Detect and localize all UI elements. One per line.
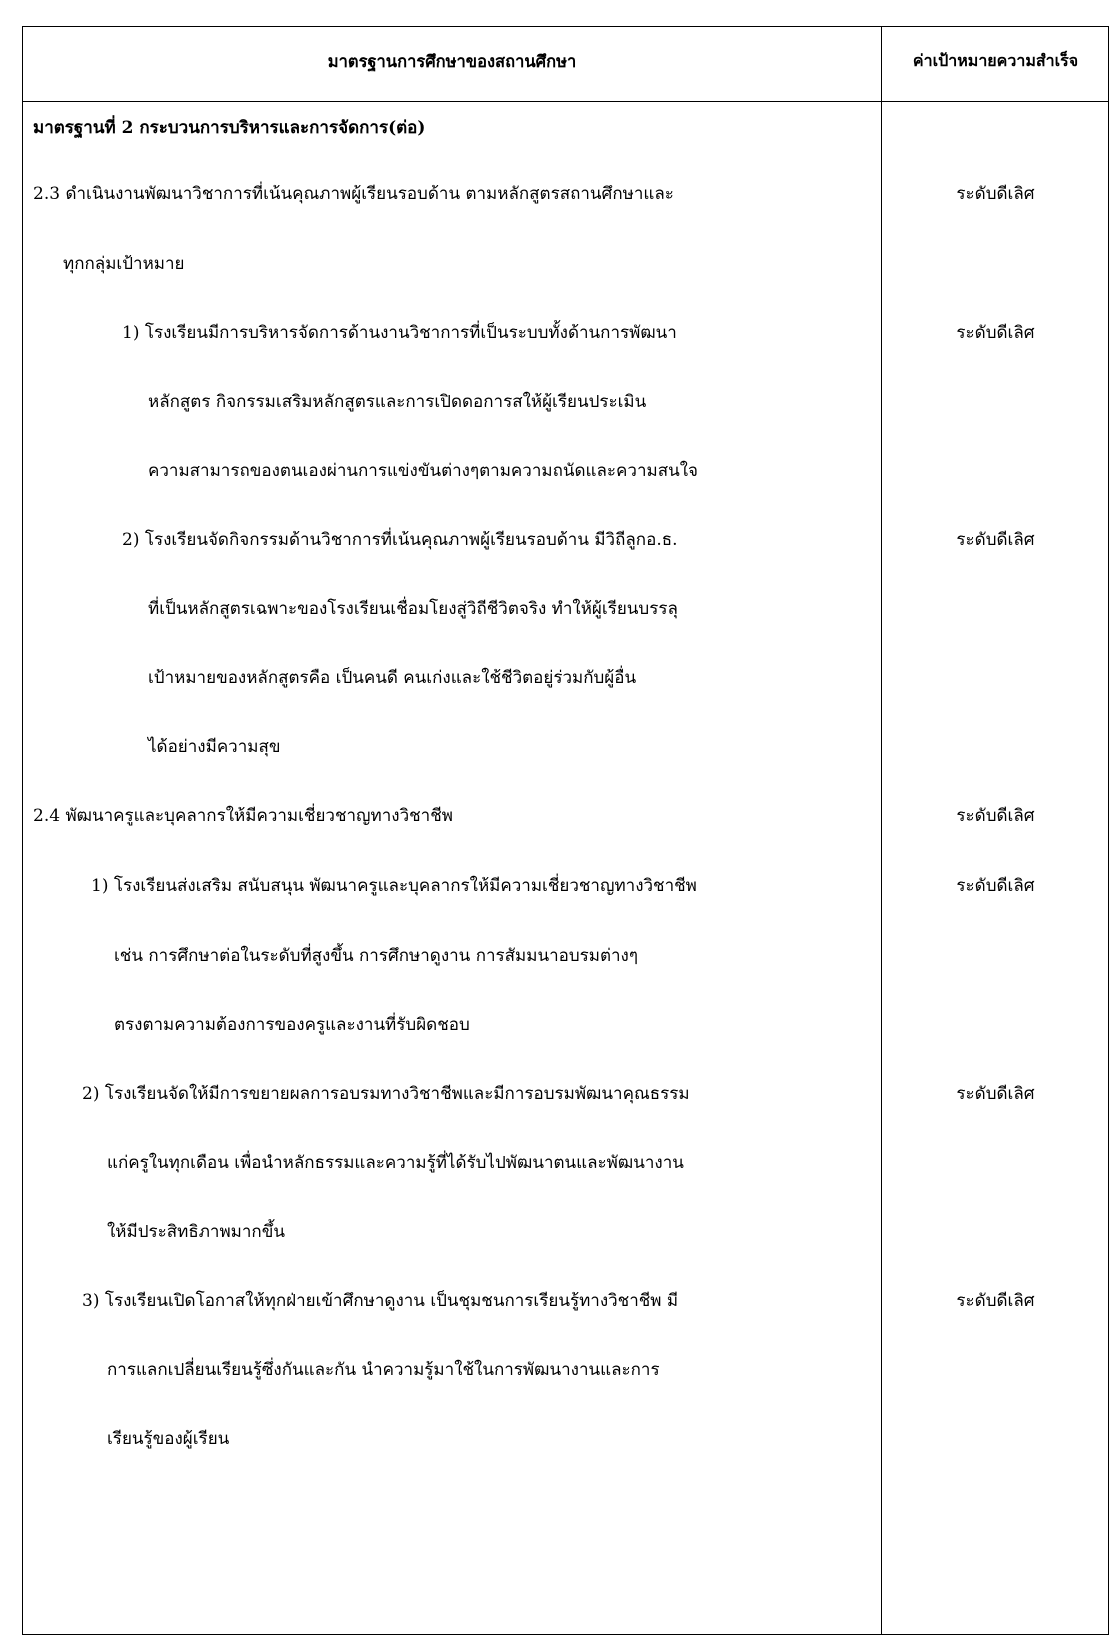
header-standard-column: มาตรฐานการศึกษาของสถานศึกษา: [327, 52, 577, 71]
target-2-4-3: ระดับดีเลิศ: [956, 1291, 1035, 1311]
item-2-4-1-line-2: เช่น การศึกษาต่อในระดับที่สูงขึ้น การศึกษาดูงาน การสัมมนาอบรมต่างๆ: [114, 946, 638, 966]
section-title: มาตรฐานที่ 2 กระบวนการบริหารและการจัดการ(ต่อ): [33, 118, 426, 138]
item-2-4-3-line-1: 3) โรงเรียนเปิดโอกาสให้ทุกฝ่ายเข้าศึกษาดูงาน เป็นชุมชนการเรียนรู้ทางวิชาชีพ มี: [82, 1291, 679, 1311]
column-divider: [881, 27, 882, 1634]
item-2-3-line-2: ทุกกลุ่มเป้าหมาย: [63, 254, 185, 274]
target-2-3: ระดับดีเลิศ: [956, 184, 1035, 204]
item-2-3-2-line-2: ที่เป็นหลักสูตรเฉพาะของโรงเรียนเชื่อมโยงสู่วิถีชีวิตจริง ทำให้ผู้เรียนบรรลุ: [148, 599, 678, 619]
standards-table: [22, 26, 1109, 1635]
target-2-3-2: ระดับดีเลิศ: [956, 530, 1035, 550]
header-target-column: ค่าเป้าหมายความสำเร็จ: [912, 51, 1079, 70]
item-2-3-1-line-3: ความสามารถของตนเองผ่านการแข่งขันต่างๆตามความถนัดและความสนใจ: [148, 461, 698, 481]
item-2-3-1-line-1: 1) โรงเรียนมีการบริหารจัดการด้านงานวิชาการที่เป็นระบบทั้งด้านการพัฒนา: [122, 323, 677, 343]
item-2-4-3-line-3: เรียนรู้ของผู้เรียน: [107, 1429, 230, 1449]
item-2-3-1-line-2: หลักสูตร กิจกรรมเสริมหลักสูตรและการเปิดดอการสให้ผู้เรียนประเมิน: [148, 392, 647, 412]
item-2-4-2-line-2: แก่ครูในทุกเดือน เพื่อนำหลักธรรมและความรู้ที่ได้รับไปพัฒนาตนและพัฒนางาน: [107, 1153, 684, 1173]
target-2-4: ระดับดีเลิศ: [956, 806, 1035, 826]
item-2-3-line-1: 2.3 ดำเนินงานพัฒนาวิชาการที่เน้นคุณภาพผู้เรียนรอบด้าน ตามหลักสูตรสถานศึกษาและ: [33, 184, 674, 204]
header-divider: [23, 101, 1108, 102]
target-2-4-1: ระดับดีเลิศ: [956, 876, 1035, 896]
item-2-3-2-line-4: ได้อย่างมีความสุข: [148, 737, 281, 757]
target-2-3-1: ระดับดีเลิศ: [956, 323, 1035, 343]
item-2-4-2-line-3: ให้มีประสิทธิภาพมากขึ้น: [107, 1222, 285, 1242]
item-2-3-2-line-3: เป้าหมายของหลักสูตรคือ เป็นคนดี คนเก่งและใช้ชีวิตอยู่ร่วมกับผู้อื่น: [148, 668, 637, 688]
item-2-4-3-line-2: การแลกเปลี่ยนเรียนรู้ซึ่งกันและกัน นำความรู้มาใช้ในการพัฒนางานและการ: [107, 1360, 660, 1380]
target-2-4-2: ระดับดีเลิศ: [956, 1084, 1035, 1104]
item-2-4-2-line-1: 2) โรงเรียนจัดให้มีการขยายผลการอบรมทางวิชาชีพและมีการอบรมพัฒนาคุณธรรม: [82, 1084, 690, 1104]
item-2-4-1-line-1: 1) โรงเรียนส่งเสริม สนับสนุน พัฒนาครูและบุคลากรให้มีความเชี่ยวชาญทางวิชาชีพ: [91, 876, 697, 896]
item-2-4-1-line-3: ตรงตามความต้องการของครูและงานที่รับผิดชอบ: [114, 1015, 470, 1035]
item-2-3-2-line-1: 2) โรงเรียนจัดกิจกรรมด้านวิชาการที่เน้นคุณภาพผู้เรียนรอบด้าน มีวิถีลูกอ.ธ.: [122, 530, 678, 550]
item-2-4-line-1: 2.4 พัฒนาครูและบุคลากรให้มีความเชี่ยวชาญทางวิชาชีพ: [33, 806, 453, 826]
